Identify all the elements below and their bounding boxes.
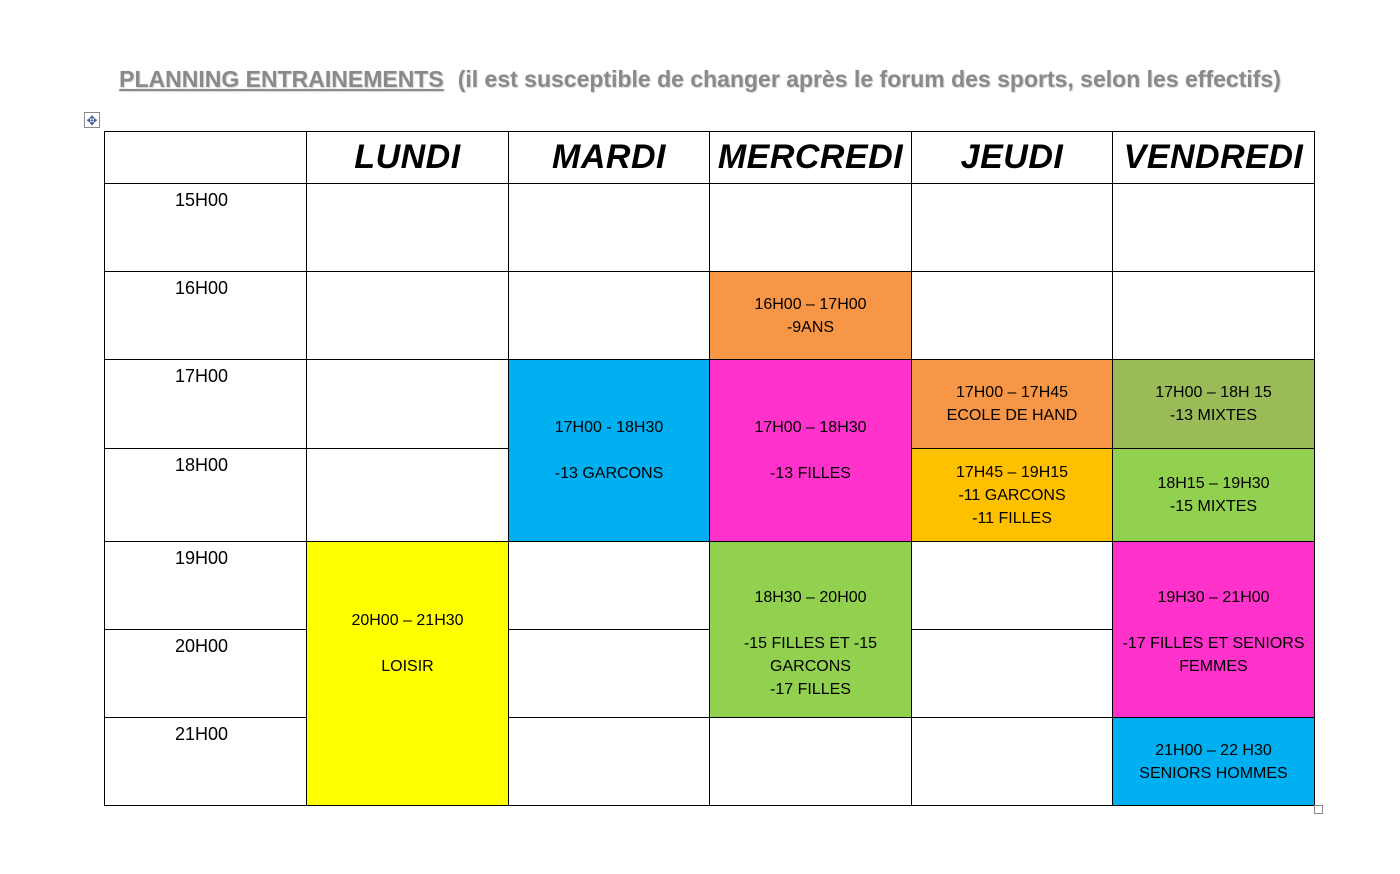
session-mercredi-18h30 [710,542,912,718]
empty-cell [509,542,710,630]
day-header-mercredi: MERCREDI [710,132,912,184]
empty-cell [1113,272,1315,360]
empty-cell [509,718,710,806]
time-row-15h [105,184,1315,272]
time-label: 19H00 [105,542,307,630]
session-text: 17H00 – 17H45 ECOLE DE HAND [946,384,1078,424]
session-text: 19H30 – 21H00 -17 FILLES ET SENIORS FEMMES [1122,589,1305,675]
session-jeudi-18h [912,449,1113,542]
session-mardi-17h [509,360,710,542]
empty-cell [509,630,710,718]
session-vendredi-17h [1113,360,1315,449]
time-label: 21H00 [105,718,307,806]
session-vendredi-18h [1113,449,1315,542]
empty-cell [307,184,509,272]
session-text: 18H15 – 19H30 -15 MIXTES [1157,475,1270,515]
empty-cell [912,184,1113,272]
session-text: 21H00 – 22 H30 SENIORS HOMMES [1139,741,1288,782]
session-text: 17H00 – 18H30 -13 FILLES [754,419,867,482]
empty-cell [912,272,1113,360]
empty-cell [912,718,1113,806]
header-row [105,132,1315,184]
session-text: 20H00 – 21H30 LOISIR [351,612,464,675]
training-schedule-table [104,131,1315,806]
time-label: 15H00 [105,184,307,272]
page-title [0,66,1400,93]
day-header-vendredi: VENDREDI [1113,132,1315,184]
empty-cell [307,360,509,449]
session-lundi-20h [307,542,509,806]
time-label: 16H00 [105,272,307,360]
header-corner-cell [105,132,307,184]
day-header-mardi: MARDI [509,132,710,184]
session-text: 18H30 – 20H00 -15 FILLES ET -15 GARCONS -17 FILLES [743,589,878,698]
time-row-21h [105,718,1315,806]
session-text: 17H00 – 18H 15 -13 MIXTES [1155,384,1272,424]
empty-cell [912,630,1113,718]
time-row-16h [105,272,1315,360]
time-row-19h [105,542,1315,630]
session-mercredi-16h [710,272,912,360]
session-text: 17H45 – 19H15 -11 GARCONS -11 FILLES [955,463,1069,527]
empty-cell [307,272,509,360]
session-text: 17H00 - 18H30 -13 GARCONS [554,419,664,482]
time-label: 17H00 [105,360,307,449]
session-vendredi-21h [1113,718,1315,806]
day-header-lundi: LUNDI [307,132,509,184]
empty-cell [509,184,710,272]
table-move-icon[interactable]: ✥ [84,112,100,128]
day-header-jeudi: JEUDI [912,132,1113,184]
title-note: (il est susceptible de changer après le forum des sports, selon les effectifs) [457,66,1281,92]
empty-cell [1113,184,1315,272]
empty-cell [710,184,912,272]
empty-cell [912,542,1113,630]
session-jeudi-17h [912,360,1113,449]
session-mercredi-17h [710,360,912,542]
title-main: PLANNING ENTRAINEMENTS [119,66,444,92]
table-resize-handle-icon[interactable] [1314,805,1323,814]
time-label: 20H00 [105,630,307,718]
time-row-17h [105,360,1315,449]
empty-cell [710,718,912,806]
session-vendredi-19h30 [1113,542,1315,718]
time-label: 18H00 [105,449,307,542]
empty-cell [307,449,509,542]
empty-cell [509,272,710,360]
session-text: 16H00 – 17H00 -9ANS [754,295,867,336]
